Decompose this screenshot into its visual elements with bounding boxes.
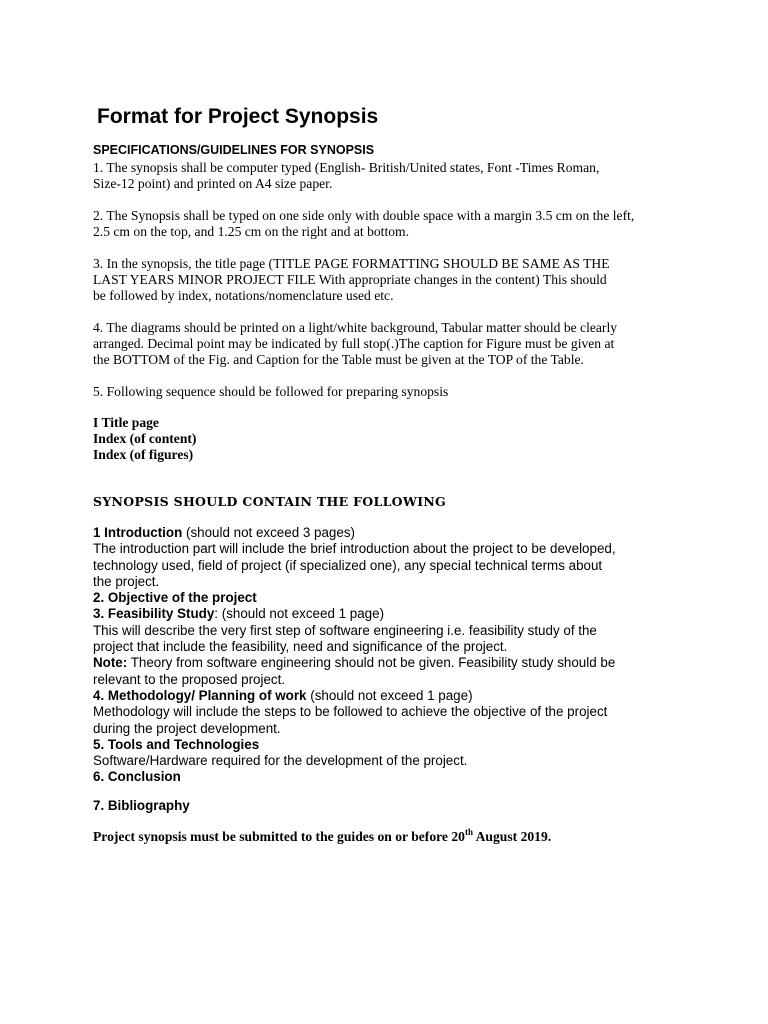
section-heading: 5. Tools and Technologies: [93, 736, 260, 752]
synopsis-sections: [93, 525, 693, 786]
section-note: (should not exceed 3 pages): [182, 525, 355, 540]
section-heading: 6. Conclusion: [93, 769, 181, 785]
note-line: [93, 655, 693, 671]
guideline-1: [93, 160, 693, 192]
bibliography-heading: 7. Bibliography: [93, 798, 190, 813]
introduction-heading-line: [93, 525, 693, 541]
guideline-line: 3. In the synopsis, the title page (TITLE PAGE FORMATTING SHOULD BE SAME AS THE: [93, 256, 610, 271]
section-heading: 2. Objective of the project: [93, 590, 257, 606]
deadline-text: Project synopsis must be submitted to the guides on or before 20: [93, 829, 465, 844]
guideline-line: Size-12 point) and printed on A4 size paper.: [93, 176, 333, 191]
sequence-item: Index (of figures): [93, 447, 194, 462]
section-note: (should not exceed 1 page): [306, 687, 473, 703]
guideline-line: arranged. Decimal point may be indicated by full stop(.)The caption for Figure must be given at: [93, 336, 615, 351]
section-text: This will describe the very first step of software engineering i.e. feasibility study of the: [93, 622, 597, 638]
methodology-heading-line: [93, 688, 693, 704]
specifications-heading: SPECIFICATIONS/GUIDELINES FOR SYNOPSIS: [93, 143, 375, 157]
guideline-4: [93, 320, 693, 368]
guideline-line: 2. The Synopsis shall be typed on one side only with double space with a margin 3.5 cm on the left,: [93, 208, 635, 223]
section-heading: 4. Methodology/ Planning of work: [93, 687, 307, 703]
guideline-2: [93, 208, 693, 240]
section-heading: 1 Introduction: [93, 525, 183, 540]
section-text: project that include the feasibility, need and significance of the project.: [93, 639, 508, 655]
sequence-list: [93, 415, 196, 463]
note-text: Theory from software engineering should not be given. Feasibility study should be: [127, 655, 616, 671]
section-text: during the project development.: [93, 720, 281, 736]
guideline-3: [93, 256, 693, 304]
contain-heading: SYNOPSIS SHOULD CONTAIN THE FOLLOWING: [93, 494, 447, 509]
guideline-line: be followed by index, notations/nomenclature used etc.: [93, 288, 394, 303]
guideline-line: 5. Following sequence should be followed for preparing synopsis: [93, 384, 449, 399]
submission-deadline: [93, 828, 551, 846]
guideline-line: 1. The synopsis shall be computer typed (English- British/United states, Font -Times Roman,: [93, 160, 600, 175]
section-text: Methodology will include the steps to be followed to achieve the objective of the project: [93, 704, 608, 720]
section-heading: 3. Feasibility Study: [93, 606, 215, 622]
section-text: relevant to the proposed project.: [93, 671, 286, 687]
section-text: Software/Hardware required for the development of the project.: [93, 753, 468, 769]
section-note: : (should not exceed 1 page): [214, 606, 385, 622]
sequence-item: Index (of content): [93, 431, 197, 446]
deadline-ordinal: th: [464, 827, 473, 837]
guideline-line: the BOTTOM of the Fig. and Caption for the Table must be given at the TOP of the Table.: [93, 352, 584, 367]
section-text: the project.: [93, 573, 160, 589]
section-text: The introduction part will include the brief introduction about the project to be developed,: [93, 541, 616, 557]
guideline-line: LAST YEARS MINOR PROJECT FILE With appropriate changes in the content) This should: [93, 272, 607, 287]
guideline-line: 2.5 cm on the top, and 1.25 cm on the right and at bottom.: [93, 224, 410, 239]
guideline-5: [93, 384, 693, 400]
feasibility-heading-line: [93, 606, 693, 622]
deadline-date: August 2019.: [472, 829, 552, 844]
document-title: Format for Project Synopsis: [97, 105, 379, 128]
sequence-item: I Title page: [93, 415, 159, 430]
section-text: technology used, field of project (if specialized one), any special technical terms about: [93, 557, 603, 573]
guideline-line: 4. The diagrams should be printed on a light/white background, Tabular matter should be clearly: [93, 320, 618, 335]
note-label: Note:: [93, 655, 128, 671]
